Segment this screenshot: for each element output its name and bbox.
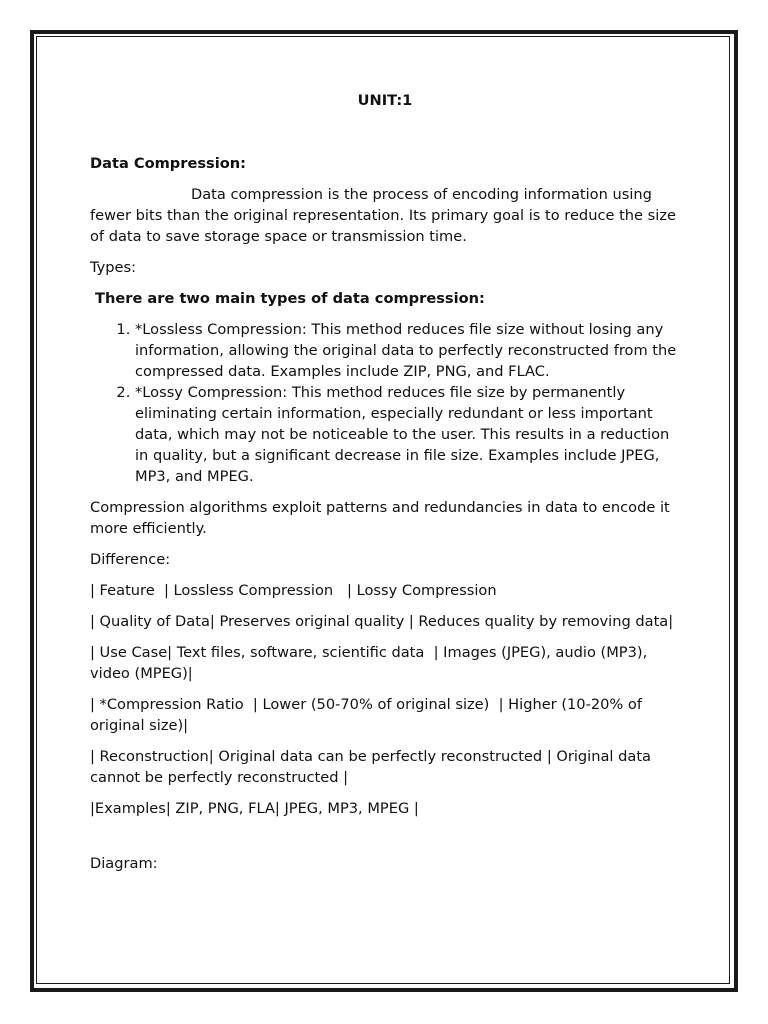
difference-label: Difference: — [90, 551, 171, 568]
difference-row: | Use Case| Text files, software, scientific data | Images (JPEG), audio (MP3), video (MPEG)| — [90, 644, 652, 682]
document-body — [90, 90, 680, 884]
difference-row: | Feature | Lossless Compression | Lossy Compression — [90, 582, 497, 599]
types-label: Types: — [90, 259, 137, 276]
diagram-label: Diagram: — [90, 855, 158, 872]
intro-paragraph: Data compression is the process of encoding information using fewer bits than the original representation. Its primary goal is to reduce the size of data to save storage space or transmission time. — [90, 186, 676, 245]
algorithms-note: Compression algorithms exploit patterns and redundancies in data to encode it more efficiently. — [90, 499, 670, 537]
types-list — [90, 319, 680, 487]
unit-title: UNIT:1 — [357, 92, 413, 109]
section-heading: Data Compression: — [90, 155, 246, 172]
types-heading: There are two main types of data compression: — [95, 290, 485, 307]
list-item: 1. *Lossless Compression: This method reduces file size without losing any information, allowing the original data to perfectly reconstructed from the compressed data. Examples include ZIP, PNG, and FLAC. — [135, 319, 680, 382]
difference-row: | Reconstruction| Original data can be perfectly reconstructed | Original data cannot be perfectly reconstructed | — [90, 748, 656, 786]
difference-row: | Quality of Data| Preserves original quality | Reduces quality by removing data| — [90, 613, 674, 630]
difference-row: |Examples| ZIP, PNG, FLA| JPEG, MP3, MPEG | — [90, 800, 419, 817]
list-item: 2. *Lossy Compression: This method reduces file size by permanently eliminating certain information, especially redundant or less important data, which may not be noticeable to the user. This results in a reduction in quality, but a significant decrease in file size. Examples include JPEG, MP3, and MPEG. — [135, 382, 680, 487]
difference-row: | *Compression Ratio | Lower (50-70% of original size) | Higher (10-20% of original size)| — [90, 696, 647, 734]
